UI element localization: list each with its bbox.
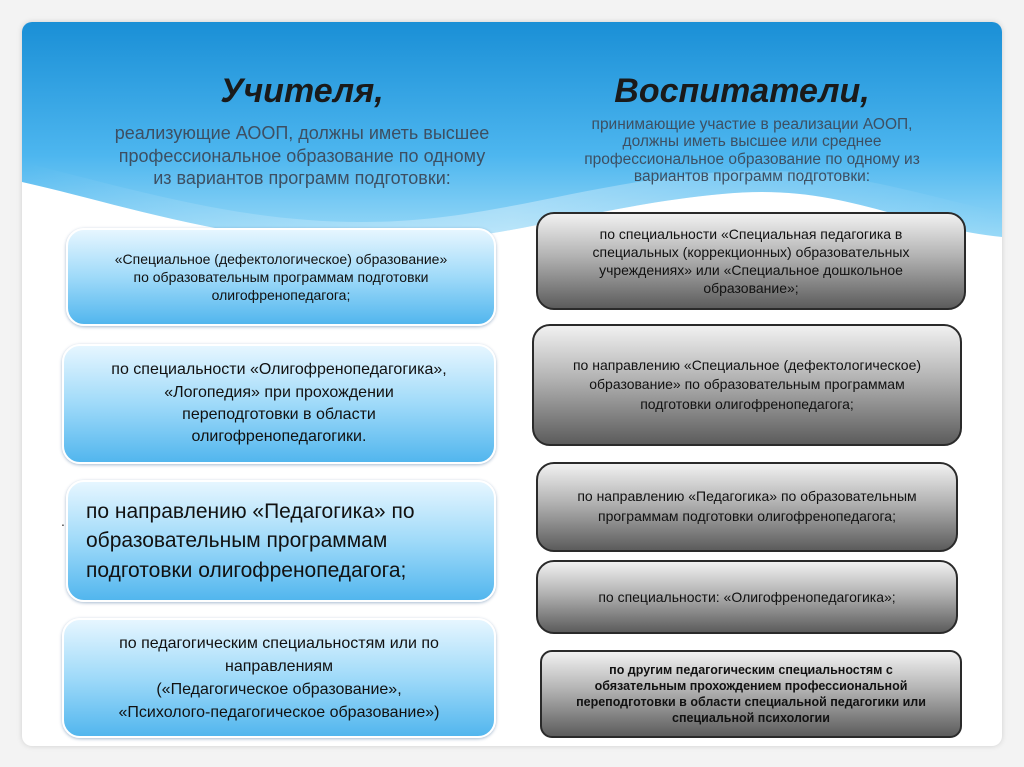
teacher-option-2 bbox=[62, 344, 496, 464]
left-subtitle-line: профессиональное образование по одному bbox=[118, 145, 486, 166]
educator-option-5 bbox=[540, 650, 962, 738]
option-line: по другим педагогическим специальностям с bbox=[609, 662, 893, 677]
option-line: олигофренопедагога; bbox=[211, 287, 351, 304]
option-line: специальной психологии bbox=[672, 711, 830, 726]
right-title: Воспитатели, bbox=[614, 72, 870, 110]
left-subtitle-line: из вариантов программ подготовки: bbox=[153, 168, 451, 188]
option-line: обязательным прохождением профессиональной bbox=[594, 678, 908, 693]
left-subtitle bbox=[52, 122, 552, 190]
option-line: учреждениях» или «Специальное дошкольное bbox=[599, 262, 903, 278]
right-subtitle bbox=[532, 116, 972, 185]
slide bbox=[22, 22, 1002, 746]
educator-option-2 bbox=[532, 324, 962, 446]
option-line: по направлению «Педагогика» по bbox=[86, 499, 415, 523]
option-line: по педагогическим специальностям или по bbox=[119, 634, 439, 652]
right-subtitle-line: профессиональное образование по одному из bbox=[584, 150, 920, 168]
option-line: образование» по образовательным программам bbox=[589, 376, 905, 393]
teacher-option-3 bbox=[66, 480, 496, 602]
option-line: по направлению «Педагогика» по образовательным bbox=[577, 488, 917, 505]
option-line: направлениям bbox=[225, 657, 333, 675]
option-line: по направлению «Специальное (дефектологическое) bbox=[572, 356, 922, 373]
option-line: «Психолого-педагогическое образование») bbox=[118, 704, 440, 722]
option-line: переподготовки в области bbox=[182, 406, 376, 423]
option-line: по специальности «Олигофренопедагогика», bbox=[111, 361, 447, 379]
option-line: «Специальное (дефектологическое) образование» bbox=[114, 250, 448, 267]
stray-marker: . bbox=[61, 513, 65, 529]
option-line: образование»; bbox=[703, 280, 799, 297]
option-line: по образовательным программам подготовки bbox=[133, 268, 429, 285]
left-subtitle-line: реализующие АООП, должны иметь высшее bbox=[114, 123, 490, 143]
educator-option-3 bbox=[536, 462, 958, 552]
teacher-option-1 bbox=[66, 228, 496, 326]
teacher-option-4 bbox=[62, 618, 496, 738]
educator-option-4 bbox=[536, 560, 958, 634]
option-line: («Педагогическое образование», bbox=[156, 681, 402, 698]
option-line: «Логопедия» при прохождении bbox=[164, 383, 394, 401]
option-line: подготовки олигофренопедагога; bbox=[86, 558, 407, 582]
right-subtitle-line: принимающие участие в реализации АООП, bbox=[591, 116, 913, 133]
option-line: по специальности: «Олигофренопедагогика»; bbox=[598, 589, 896, 605]
option-line: переподготовки в области специальной педагогики или bbox=[576, 695, 926, 709]
option-line: по специальности «Специальная педагогика в bbox=[599, 225, 903, 242]
option-line: подготовки олигофренопедагога; bbox=[640, 395, 854, 412]
option-line: образовательным программам bbox=[86, 529, 388, 553]
left-title: Учителя, bbox=[220, 72, 384, 110]
option-line: программам подготовки олигофренопедагога; bbox=[598, 508, 896, 524]
right-subtitle-line: должны иметь высшее или среднее bbox=[622, 133, 882, 151]
right-subtitle-line: вариантов программ подготовки: bbox=[633, 168, 871, 186]
educator-option-1 bbox=[536, 212, 966, 310]
option-line: олигофренопедагогики. bbox=[191, 428, 367, 446]
option-line: специальных (коррекционных) образовательных bbox=[592, 243, 910, 260]
